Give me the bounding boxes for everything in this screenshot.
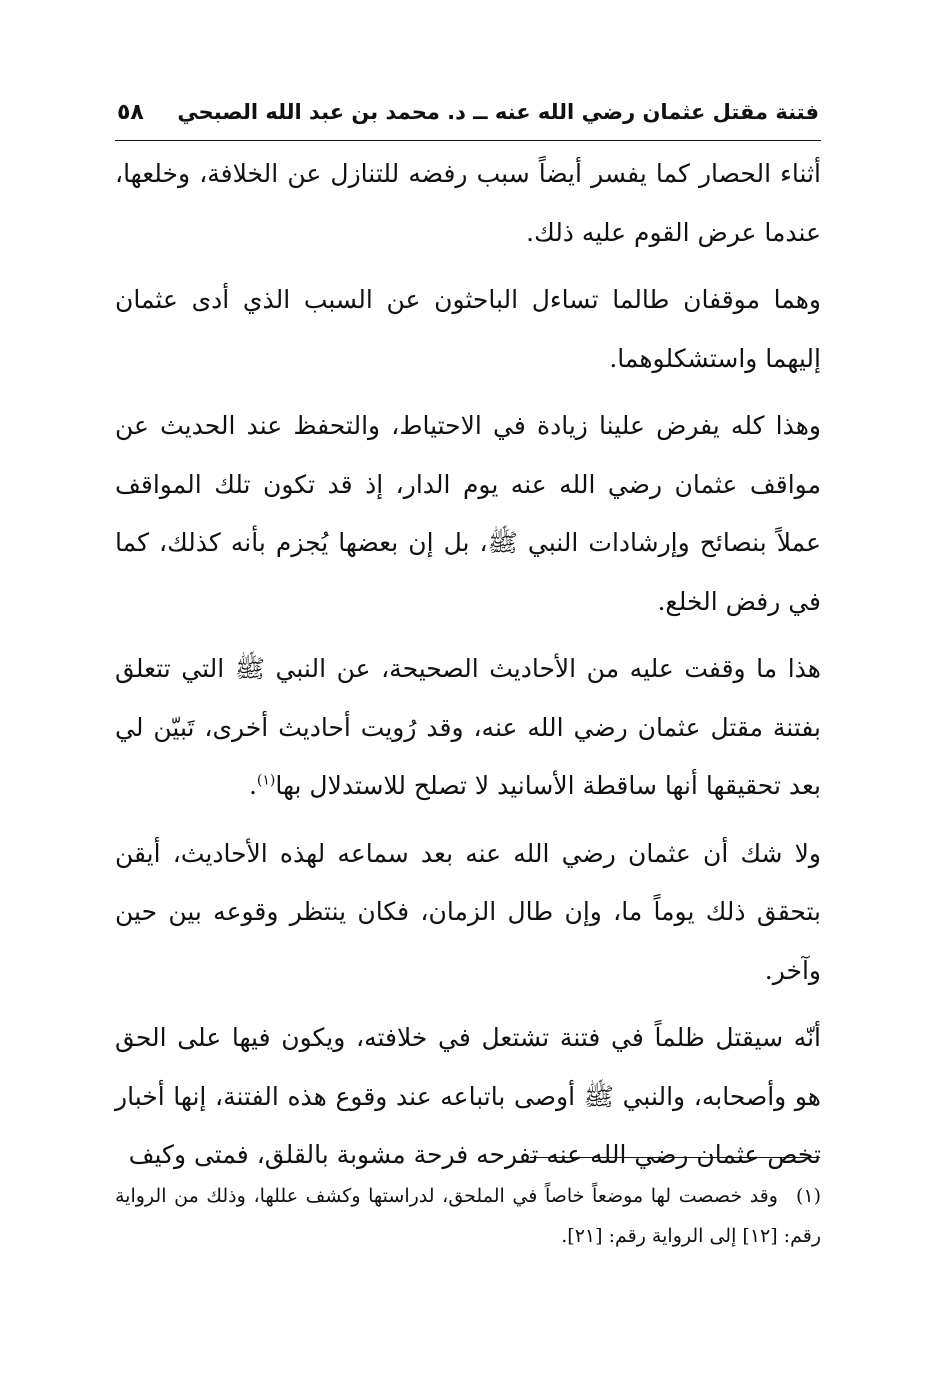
running-header	[115, 100, 821, 141]
page-number: ٥٨	[117, 100, 144, 125]
footnotes	[115, 1176, 821, 1256]
paragraph-text: هذا ما وقفت عليه من الأحاديث الصحيحة، عن النبي ﷺ التي تتعلق بفتنة مقتل عثمان رضي الله عنه، وقد رُويت أحاديث أخرى، تَبيّن لي بعد تحقيقها أنها ساقطة الأسانيد لا تصلح للاستدلال بها	[115, 654, 821, 800]
paragraph-end-mark: .	[248, 771, 257, 800]
running-title: فتنة مقتل عثمان رضي الله عنه ــ د. محمد بن عبد الله الصبحي	[177, 100, 819, 124]
paragraph: أنّه سيقتل ظلماً في فتنة تشتعل في خلافته، ويكون فيها على الحق هو وأصحابه، والنبي ﷺ أوصى باتباعه عند وقوع هذه الفتنة، إنها أخبار تخص عثمان رضي الله عنه تفرحه فرحة مشوبة بالقلق، فمتى وكيف	[115, 1023, 821, 1169]
page	[115, 100, 821, 1194]
footnote-reference[interactable]: (١)	[256, 772, 276, 789]
paragraph: ولا شك أن عثمان رضي الله عنه بعد سماعه لهذه الأحاديث، أيقن بتحقق ذلك يوماً ما، وإن طال الزمان، فكان ينتظر وقوعه بين حين وآخر.	[115, 838, 821, 985]
paragraph: وهما موقفان طالما تساءل الباحثون عن السبب الذي أدى عثمان إليهما واستشكلوهما.	[115, 285, 821, 373]
footnote-text: وقد خصصت لها موضعاً خاصاً في الملحق، لدراستها وكشف عللها، وذلك من الرواية رقم: [١٢] إلى الرواية رقم: [٢١].	[115, 1185, 821, 1247]
body-text	[115, 145, 821, 1185]
paragraph: وهذا كله يفرض علينا زيادة في الاحتياط، والتحفظ عند الحديث عن مواقف عثمان رضي الله عنه يوم الدار، إذ قد تكون تلك المواقف عملاً بنصائح وإرشادات النبي ﷺ، بل إن بعضها يُجزم بأنه كذلك، كما في رفض الخلع.	[115, 411, 821, 616]
paragraph-with-note	[115, 640, 821, 816]
footnote-number: (١)	[795, 1185, 821, 1207]
footnote-separator	[530, 1157, 820, 1158]
paragraph: أثناء الحصار كما يفسر أيضاً سبب رفضه للتنازل عن الخلافة، وخلعها، عندما عرض القوم عليه ذلك.	[115, 159, 821, 247]
